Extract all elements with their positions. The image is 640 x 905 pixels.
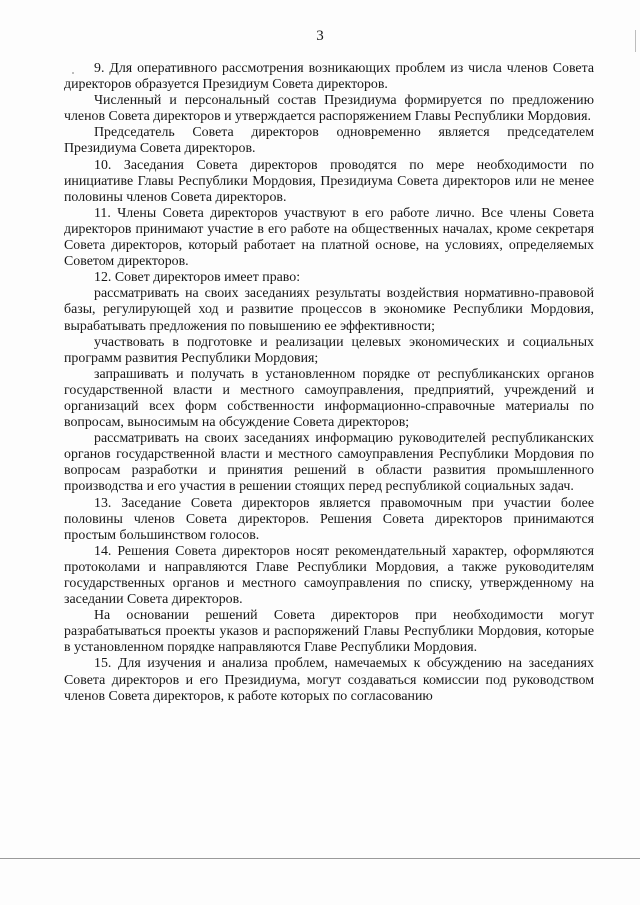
paragraph-12: 12. Совет директоров имеет право: bbox=[94, 270, 301, 286]
paragraph-15: 15. Для изучения и анализа проблем, намечаемых к обсуждению на заседаниях Совета директоров и его Президиума, могут создаваться комиссии под руководством членов Совета директоров, к работе которых по согласованию bbox=[64, 656, 594, 704]
paragraph-presidium-chair: Председатель Совета директоров одновременно является председателем Президиума Совета директоров. bbox=[64, 125, 594, 157]
document-body bbox=[64, 61, 594, 705]
list-item-participate-programs: участвовать в подготовке и реализации целевых экономических и социальных программ развития Республики Мордовия; bbox=[64, 334, 594, 366]
paragraph-13: 13. Заседание Совета директоров является правомочным при участии более половины членов Совета директоров. Решения Совета директоров принимаются простым большинством голосов. bbox=[64, 495, 594, 543]
footer-rule bbox=[0, 858, 640, 859]
list-item-request-materials: запрашивать и получать в установленном порядке от республиканских органов государственной власти и местного самоуправления, предприятий, учреждений и организаций всех форм собственности информационно-справочные материалы по вопросам, выносимым на обсуждение Совета директоров; bbox=[64, 366, 594, 431]
page-number: 3 bbox=[316, 28, 324, 44]
paragraph-14: 14. Решения Совета директоров носят рекомендательный характер, оформляются протоколами и направляются Главе Республики Мордовия, а также руководителям государственных органов и местного самоуправления по списку, утвержденному на заседании Совета директоров. bbox=[64, 543, 594, 608]
paragraph-10: 10. Заседания Совета директоров проводятся по мере необходимости по инициативе Главы Республики Мордовия, Президиума Совета директоров или не менее половины членов Совета директоров. bbox=[64, 157, 594, 205]
list-item-review-regulations: рассматривать на своих заседаниях результаты воздействия нормативно-правовой базы, регулирующей ход и развитие процессов в экономике Республики Мордовия, вырабатывать предложения по повышению ее эффективности; bbox=[64, 286, 594, 334]
list-item-review-information: рассматривать на своих заседаниях информацию руководителей республиканских органов государственной власти и местного самоуправления Республики Мордовия по вопросам разработки и принятия решений в области развития промышленного производства и его участия в решении стоящих перед республикой социальных задач. bbox=[64, 431, 594, 495]
paragraph-9: 9. Для оперативного рассмотрения возникающих проблем из числа членов Совета директоров образуется Президиум Совета директоров. bbox=[64, 61, 594, 93]
paragraph-11: 11. Члены Совета директоров участвуют в его работе лично. Все члены Совета директоров принимают участие в его работе на общественных началах, кроме секретаря Совета директоров, который работает на платной основе, на условиях, определяемых Советом директоров. bbox=[64, 205, 594, 270]
paragraph-draft-decrees: На основании решений Совета директоров при необходимости могут разрабатываться проекты указов и распоряжений Главы Республики Мордовия, которые в установленном порядке направляются Главе Республики Мордовия. bbox=[64, 608, 594, 656]
paragraph-presidium-composition: Численный и персональный состав Президиума формируется по предложению членов Совета директоров и утверждается распоряжением Главы Республики Мордовия. bbox=[64, 93, 594, 125]
